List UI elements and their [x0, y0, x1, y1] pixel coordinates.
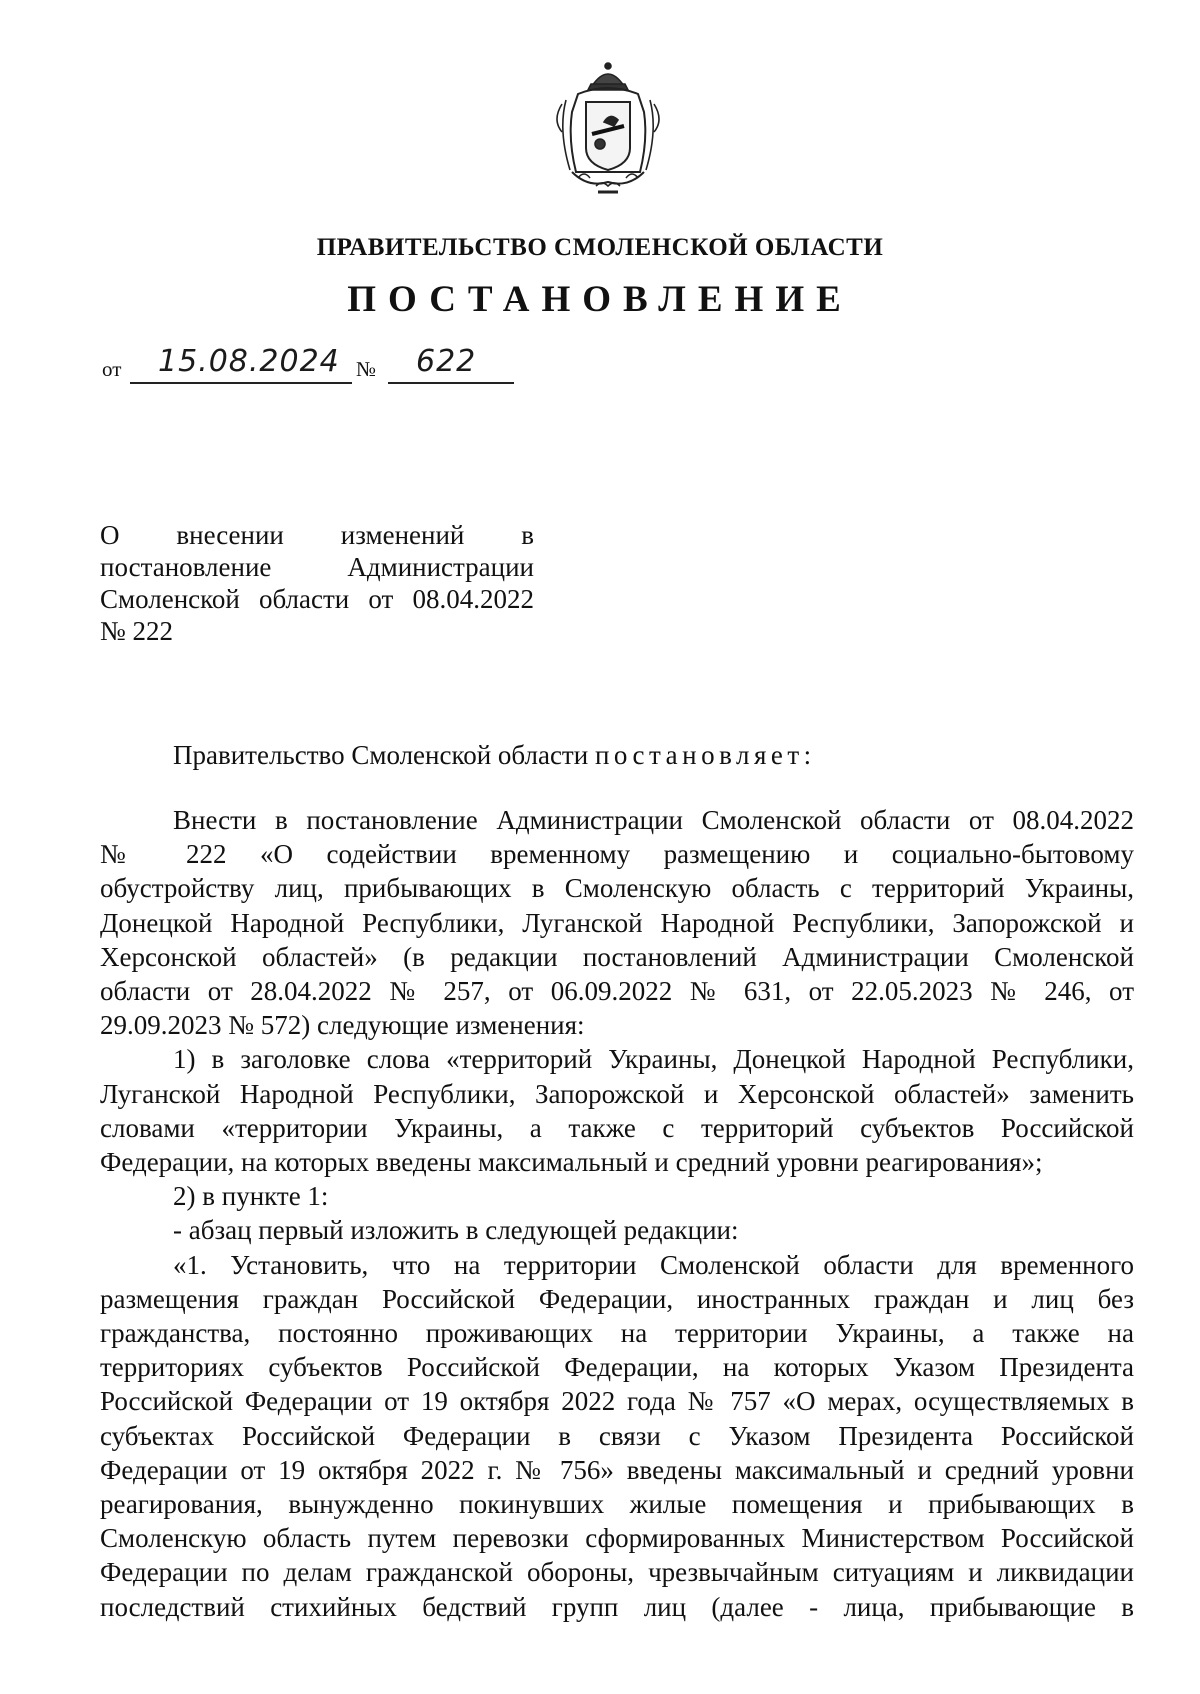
body-line: территориях субъектов Российской Федерации, на которых Указом Президента [100, 1352, 1134, 1383]
body-line: - абзац первый изложить в следующей редакции: [173, 1215, 739, 1246]
body-line: размещения граждан Российской Федерации, иностранных граждан и лиц без [100, 1283, 1134, 1314]
body-line: словами «территории Украины, а также с территорий субъектов Российской [100, 1112, 1134, 1143]
body-line: Российской Федерации от 19 октября 2022 года № 757 «О мерах, осуществляемых в [100, 1386, 1134, 1417]
subject-line: О внесении изменений в [100, 520, 534, 550]
body-line: «1. Установить, что на территории Смоленской области для временного [173, 1249, 1134, 1280]
number-label: № [356, 357, 377, 381]
body-line: субъектах Российской Федерации в связи с Указом Президента Российской [100, 1420, 1134, 1451]
number-underline [388, 382, 514, 384]
document-type-title: ПОСТАНОВЛЕНИЕ [347, 279, 853, 320]
preamble [173, 740, 816, 771]
body-line: Федерации от 19 октября 2022 г. № 756» введены максимальный и средний уровни [100, 1454, 1134, 1485]
body-line: Луганской Народной Республики, Запорожской и Херсонской областей» заменить [100, 1078, 1134, 1109]
date-underline [130, 382, 352, 384]
body-line: Федерации, на которых введены максимальный и средний уровни реагирования»; [100, 1147, 1043, 1178]
subject-line: постановление Администрации [100, 552, 534, 582]
subject-line: № 222 [100, 616, 174, 646]
handwritten-number: 622 [416, 344, 477, 379]
smolensk-coat-of-arms-icon [548, 60, 668, 196]
government-name: ПРАВИТЕЛЬСТВО СМОЛЕНСКОЙ ОБЛАСТИ [316, 234, 884, 261]
body-line: области от 28.04.2022 № 257, от 06.09.2022 № 631, от 22.05.2023 № 246, от [100, 976, 1134, 1007]
body-line: № 222 «О содействии временному размещению и социально-бытовому [100, 839, 1134, 870]
document-subject [100, 519, 534, 647]
body-line: обустройству лиц, прибывающих в Смоленскую область с территорий Украины, [100, 873, 1134, 904]
body-line: Херсонской областей» (в редакции постановлений Администрации Смоленской [100, 941, 1134, 972]
coat-of-arms-emblem [548, 60, 668, 196]
body-line: гражданства, постоянно проживающих на территории Украины, а также на [100, 1318, 1134, 1349]
body-line: Смоленскую область путем перевозки сформированных Министерством Российской [100, 1523, 1134, 1554]
body-line: 1) в заголовке слова «территорий Украины, Донецкой Народной Республики, [173, 1044, 1134, 1075]
body-line: 29.09.2023 № 572) следующие изменения: [100, 1010, 585, 1041]
date-number-line [102, 345, 542, 385]
document-body [100, 803, 1134, 1624]
date-from-label: от [102, 357, 122, 381]
body-line: реагирования, вынужденно покинувших жилые помещения и прибывающих в [100, 1489, 1134, 1520]
preamble-decree-word: постановляет: [594, 740, 816, 770]
body-line: Федерации по делам гражданской обороны, чрезвычайным ситуациям и ликвидации [100, 1557, 1134, 1588]
body-line: Внести в постановление Администрации Смоленской области от 08.04.2022 [173, 805, 1134, 835]
body-line: последствий стихийных бедствий групп лиц (далее - лица, прибывающие в [100, 1591, 1134, 1622]
handwritten-date: 15.08.2024 [158, 344, 340, 379]
body-line: Донецкой Народной Республики, Луганской Народной Республики, Запорожской и [100, 907, 1134, 938]
preamble-text: Правительство Смоленской области [173, 740, 589, 770]
body-line: 2) в пункте 1: [173, 1181, 329, 1212]
subject-line: Смоленской области от 08.04.2022 [100, 584, 534, 614]
